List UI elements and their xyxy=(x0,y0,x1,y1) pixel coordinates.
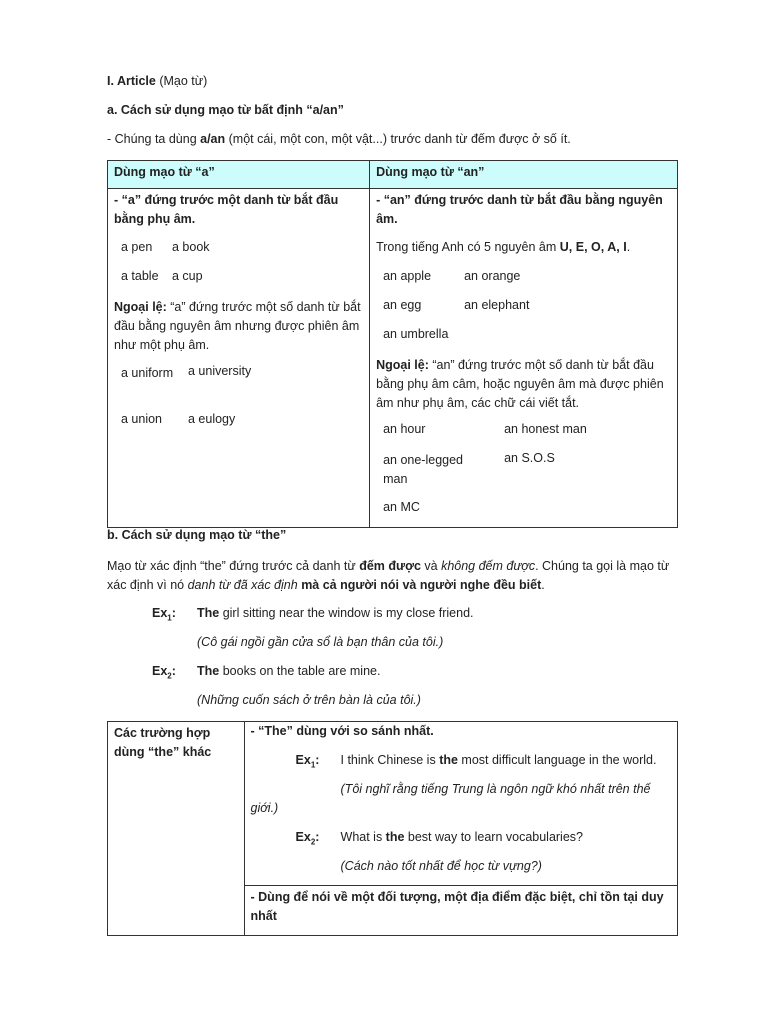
superlative-example-1: I think Chinese is the most difficult language in the world. xyxy=(340,753,657,767)
example-1-tag: $Ex_1$: xyxy=(152,606,176,623)
example-2-tag: $Ex_2$: xyxy=(152,664,176,681)
part-a-intro: - Chúng ta dùng a/an (một cái, một con, một vật...) trước danh từ đếm được ở số ít. xyxy=(107,132,571,146)
part-b-description: Mạo từ xác định “the” đứng trước cả danh từ đếm được và không đếm được. Chúng ta gọi là mạo từ xác định vì nó danh từ đã xác định mà cả người nói và người nghe đều biết. xyxy=(107,559,670,592)
example-a-table: a table xyxy=(121,269,159,283)
exception-an-mc: an MC xyxy=(383,500,420,514)
the-cases-label-cell xyxy=(108,722,245,936)
example-a-pen: a pen xyxy=(121,240,153,254)
superlative-example-2-tag: $Ex_2$: xyxy=(295,830,320,847)
example-a-cup: a cup xyxy=(172,269,203,283)
article-a-an-table xyxy=(107,160,678,528)
body-cell-an xyxy=(370,189,678,528)
superlative-example-1-translation-cont: giới.) xyxy=(250,801,279,815)
part-b-title: b. Cách sử dụng mạo từ “the” xyxy=(107,528,287,542)
superlative-example-1-tag: $Ex_1$: xyxy=(295,753,320,770)
the-cases-label: Các trường hợp dùng “the” khác xyxy=(114,726,212,759)
col-a-header: Dùng mạo từ “a” xyxy=(114,165,215,179)
example-an-orange: an orange xyxy=(464,269,521,283)
section-heading: I. Article (Mạo từ) xyxy=(107,74,208,88)
example-an-egg: an egg xyxy=(383,298,422,312)
superlative-example-2: What is the best way to learn vocabularies? xyxy=(340,830,583,844)
part-a-title: a. Cách sử dụng mạo từ bất định “a/an” xyxy=(107,103,344,117)
exception-an-sos: an S.O.S xyxy=(504,451,555,465)
header-cell-a xyxy=(108,161,370,189)
the-usage-table xyxy=(107,721,678,936)
exception-a-union: a union xyxy=(121,412,163,426)
example-an-apple: an apple xyxy=(383,269,432,283)
example-1-translation: (Cô gái ngồi gần cửa sổ là bạn thân của tôi.) xyxy=(197,635,444,649)
example-2-sentence: The books on the table are mine. xyxy=(197,664,381,678)
example-1-sentence: The girl sitting near the window is my close friend. xyxy=(197,606,474,620)
superlative-example-2-translation: (Cách nào tốt nhất để học từ vựng?) xyxy=(340,859,542,873)
rule-an: - “an” đứng trước danh từ bắt đầu bằng nguyên âm. xyxy=(376,193,663,226)
rule-a: - “a” đứng trước một danh từ bắt đầu bằng phụ âm. xyxy=(114,193,339,226)
superlative-case-cell xyxy=(244,722,677,886)
example-2-translation: (Những cuốn sách ở trên bàn là của tôi.) xyxy=(197,693,421,707)
exception-a-university: a university xyxy=(188,364,252,378)
exception-an-one-legged-man: an one-legged man xyxy=(383,453,464,486)
exception-a-eulogy: a eulogy xyxy=(188,412,236,426)
header-cell-an xyxy=(370,161,678,189)
example-an-umbrella: an umbrella xyxy=(383,327,449,341)
exception-an-hour: an hour xyxy=(383,422,426,436)
exception-an: Ngoại lệ: “an” đứng trước một số danh từ bắt đầu bằng phụ âm câm, hoặc nguyên âm mà được phiên âm như phụ âm, các chữ cái viết tắt. xyxy=(376,358,664,410)
exception-a: Ngoại lệ: “a” đứng trước một số danh từ bắt đầu bằng nguyên âm nhưng được phiên âm như một phụ âm. xyxy=(114,300,361,352)
body-cell-a xyxy=(108,189,370,528)
vowel-note: Trong tiếng Anh có 5 nguyên âm U, E, O, A, I. xyxy=(376,240,631,254)
col-an-header: Dùng mạo từ “an” xyxy=(376,165,485,179)
exception-an-honest-man: an honest man xyxy=(504,422,587,436)
unique-object-case-cell xyxy=(244,886,677,936)
superlative-example-1-translation: (Tôi nghĩ rằng tiếng Trung là ngôn ngữ khó nhất trên thế xyxy=(340,782,651,796)
example-a-book: a book xyxy=(172,240,210,254)
example-an-elephant: an elephant xyxy=(464,298,530,312)
superlative-title: - “The” dùng với so sánh nhất. xyxy=(250,724,434,738)
exception-a-uniform: a uniform xyxy=(121,366,174,380)
unique-object-title: - Dùng để nói về một đối tượng, một địa điểm đặc biệt, chỉ tồn tại duy nhất xyxy=(250,890,664,923)
